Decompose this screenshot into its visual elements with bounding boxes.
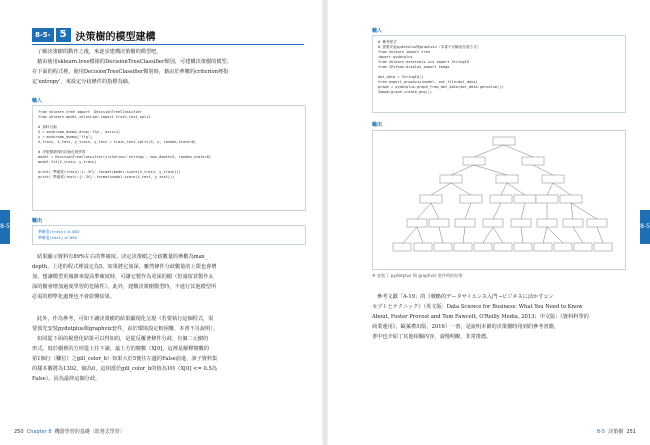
code-line: X = mushroom_dummy.drop('flg', axis=1) — [38, 130, 121, 134]
code-line: print('準確度(test):{:.3f}'.format(model.score(X_test, y_test))) — [38, 175, 175, 179]
section-rule — [32, 44, 304, 45]
code-block — [372, 35, 626, 113]
body-line: 要預先安裝pydotplus與graphviz套件，由於環境設定較困難，本書不另說明）。 — [32, 326, 219, 332]
output-label: 輸出 — [32, 218, 43, 224]
body-line: 結果顯示資料有89%左右的準確度。決定決策樹之分歧數量的參數為max_ — [37, 254, 208, 260]
body-line: 商業運用》，歐萊禮出版，2016）一書，是說明本節的決策樹時用到的參考書籍， — [372, 324, 559, 330]
body-line: 如同從下面的視覺化結果可以得知的，是從反覆著條件分歧，有個二元樹的 — [37, 336, 209, 342]
code-line: print('準確度(train):{:.3f}'.format(model.score(X_train, y_train))) — [38, 170, 181, 174]
code-line: model.fit(X_train, y_train) — [38, 160, 97, 164]
left-side-tab: 8-5 — [0, 210, 10, 244]
code-line: # 需要安裝pydotplus與graphviz（本書不另解說安裝方式） — [378, 45, 481, 49]
intro-line-2: 藉由使用sklearn.tree模組的DecisionTreeClassifier類別，可建構決策樹的模型。 — [37, 59, 232, 65]
code-line: # 決策樹類別的初始化與學習 — [38, 150, 86, 154]
footer-section-title: 決策樹 — [608, 429, 624, 435]
body-line: 的樣本數將為1302，熵為0，這相當於gill_color_b的值為1時（X[0] <= 0.5為 — [32, 366, 217, 372]
code-line: from sklearn.tree import DecisionTreeClassifier — [38, 110, 142, 114]
decision-tree-image — [373, 131, 625, 269]
code-line: graph = pydotplus.graph_from_dot_data(dot_data.getvalue()) — [378, 85, 504, 89]
code-line: import pydotplus — [378, 55, 413, 59]
body-line: 深的樹會增加過度學習的危險性）。此外，建構決策樹模型時，不進行其他模型所 — [32, 284, 217, 290]
output-line: 準確度(train):0.883 — [38, 229, 80, 234]
right-page — [325, 0, 650, 445]
input-label: 輸入 — [372, 28, 383, 34]
section-title: 決策樹的模型建構 — [75, 31, 156, 43]
code-line: from sklearn.externals.six import StringIO — [378, 60, 469, 64]
code-line: X_train, X_test, y_train, y_test = train_test_split(X, y, random_state=0) — [38, 140, 196, 144]
output-line: 準確度(test):0.894 — [38, 235, 77, 240]
code-line: dot_data = StringIO() — [378, 75, 424, 79]
code-block — [32, 105, 306, 211]
body-line: 此外，作為參考，可如下讓決策樹的結果顯現化呈現（若要執行這個程式，需 — [37, 316, 214, 322]
body-line: 書中也介紹了其他相關內容，請慢明瞭，非常推薦。 — [372, 334, 492, 340]
body-line: 加，想讓模型更複雜來提高準確度時，可讓它製作為更深的樹（但請留意製作太 — [32, 274, 214, 280]
body-line: 形式。寫於樹裡的方形從上往下讀，最上方的變數（X[0]，這裡是解釋變數的 — [32, 346, 210, 352]
code-line: tree.export_graphviz(model, out_file=dot_data) — [378, 80, 478, 84]
body-line: depth。上述的程式裡設定為5。如果將它加深，雖然條件分歧數量的上限也會增 — [32, 264, 217, 270]
code-line: model = DecisionTreeClassifier(criterion='entropy', max_depth=5, random_state=0) — [38, 155, 212, 159]
body-line: About, Foster Provost and Tom Fawcett, O'Reilly Media, 2013；中文版：《資料科學的 — [372, 314, 589, 320]
code-line: from sklearn import tree — [378, 50, 430, 54]
intro-line-4: 定'entropy'，來設定分歧條件的指標為熵。 — [32, 79, 134, 85]
figure-caption: ※ 安裝了 pydotplus 與 graphviz 套件時的結果 — [372, 273, 463, 278]
page-number: 250 — [14, 429, 24, 435]
footer-chapter-title: 機器學習的基礎〔監督式學習〕 — [54, 429, 125, 435]
code-line: from sklearn.model_selection import train_test_split — [38, 115, 151, 119]
tree-figure — [372, 130, 626, 270]
intro-line-3: 在下面的程式裡，使用DecisionTreeClassifier類別時，藉由於參數的criterion裡指 — [32, 69, 229, 75]
input-label: 輸入 — [32, 98, 43, 104]
right-side-tab: 8-5 — [640, 210, 650, 244]
body-line: セプトとテクニック》（英文版：Data Science for Business: What You Need to Know — [372, 304, 583, 310]
body-line: 必需的標準化處理也不會影響結果。 — [32, 294, 116, 300]
body-line: 第1個行（欄位）之gill_color_b）如果大於5便往左邊的False前進，該子資料集 — [32, 356, 218, 362]
output-block — [32, 225, 306, 245]
code-line: Image(graph.create_png()) — [378, 90, 433, 94]
code-line: # 資料分割 — [38, 125, 57, 129]
section-chapter-badge: 8-5- — [32, 28, 54, 42]
page-number: 251 — [626, 429, 636, 435]
section-number-badge: 5 — [56, 28, 71, 42]
body-line: 參考文獻「A-19」的《戦略的データサイエンス入門 ─ビジネスに活かすコン — [377, 294, 554, 300]
code-line: # 參考程式 — [378, 40, 397, 44]
section-heading — [32, 27, 156, 43]
right-footer — [597, 428, 636, 435]
intro-line-1: 了解決策樹的動作之後，來逐步建構決策樹的模型吧。 — [37, 49, 162, 55]
code-line: y = mushroom_dummy['flg'] — [38, 135, 93, 139]
left-footer — [14, 428, 125, 435]
output-label: 輸出 — [372, 122, 383, 128]
footer-section: 8-5 — [596, 429, 606, 435]
body-line: False）。因為最終這個分歧。 — [32, 376, 101, 382]
footer-chapter: Chapter 8 — [26, 429, 52, 435]
code-line: from IPython.display import Image — [378, 65, 450, 69]
